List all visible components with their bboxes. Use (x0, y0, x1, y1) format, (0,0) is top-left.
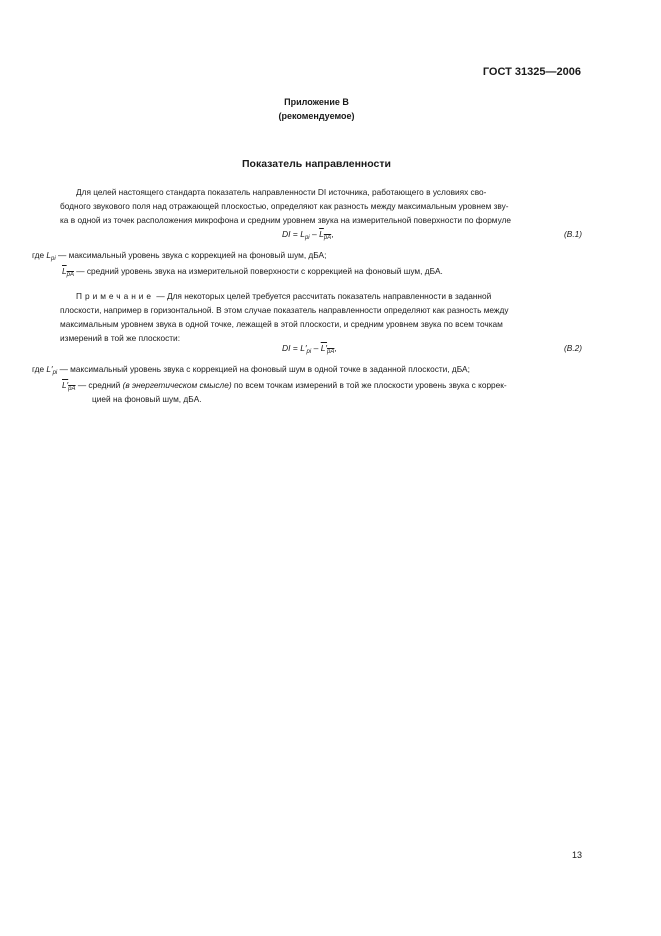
formula-term2-letter: L′ (320, 343, 328, 353)
formula-lhs: DI (282, 343, 291, 353)
annex-heading (0, 95, 633, 123)
note-line: плоскости, например в горизонтальной. В этом случае показатель направленности определяют как разность между (60, 305, 509, 315)
note-line (60, 289, 582, 303)
formula-term1: L (300, 229, 305, 239)
where-symbol-sub: pi (52, 370, 58, 376)
formula-term2 (321, 343, 335, 353)
formula-term1-sub: pi (306, 349, 312, 355)
where-text: по всем точкам измерений в той же плоскости уровень звука с коррек- (233, 380, 507, 390)
note-line-text: — Для некоторых целей требуется рассчитать показатель направленности в заданной (156, 291, 492, 301)
formula-end: , (331, 229, 334, 239)
formula-term2-letter: L (319, 229, 324, 239)
note-paragraph (60, 289, 582, 345)
where-text: — средний уровень звука на измерительной поверхности с коррекцией на фоновый шум, дБA. (76, 266, 443, 276)
formula-b2 (282, 343, 337, 355)
formula-lhs: DI (282, 229, 291, 239)
where-symbol: L′ (46, 364, 53, 374)
where-text: — максимальный уровень звука с коррекцией на фоновый шум в одной точке в заданной плоскости, дБА; (59, 364, 470, 374)
note-label: Примечание (76, 291, 155, 301)
formula-op: = (292, 229, 298, 239)
where-text: — средний (77, 380, 121, 390)
where-item-mean-plane (62, 380, 507, 392)
where-text: — максимальный уровень звука с коррекцией на фоновый шум, дБА; (58, 250, 327, 260)
annex-title: Приложение В (284, 97, 349, 107)
formula-term2-sub: pA (323, 235, 332, 241)
formula-end: , (334, 343, 337, 353)
page-number: 13 (571, 850, 582, 860)
where-symbol (62, 266, 74, 276)
formula-b1 (282, 229, 334, 241)
note-line: измерений в той же плоскости: (60, 333, 181, 343)
formula-op: = (292, 343, 298, 353)
where-lead: где (32, 364, 45, 374)
where-symbol-sub: pA (66, 272, 74, 278)
paragraph-intro (60, 185, 582, 227)
formula-term2 (319, 229, 334, 241)
formula-minus: – (312, 229, 317, 239)
where-item-mean-plane-cont: цией на фоновый шум, дБA. (92, 394, 202, 404)
note-line: максимальным уровнем звука в одной точке, лежащей в этой плоскости, и средним уровнем звука по всем точкам (60, 319, 503, 329)
formula-term1-sub: pi (304, 235, 310, 241)
formula-minus: – (313, 343, 319, 353)
standard-header: ГОСТ 31325—2006 (482, 66, 581, 78)
formula-number-b2: (В.2) (564, 343, 582, 353)
paragraph-line: Для целей настоящего стандарта показатель направленности DI источника, работающего в условиях сво- (76, 187, 487, 197)
paragraph-line: бодного звукового поля над отражающей плоскостью, определяют как разность между максимальным уровнем зву- (60, 201, 509, 211)
where-text-italic: (в энергетическом смысле) (122, 380, 232, 390)
where-symbol-letter: L′ (62, 380, 69, 390)
where-symbol-letter: L (62, 266, 67, 276)
where-item-mean (62, 266, 443, 278)
where-lead: где (32, 250, 45, 260)
where-symbol: L (46, 250, 52, 260)
paragraph-line: ка в одной из точек расположения микрофона и средним уровнем звука на измерительной поверхности по формуле (60, 215, 512, 225)
where-symbol (62, 380, 76, 390)
formula-number-b1: (В.1) (564, 229, 582, 239)
where-item-max (32, 250, 326, 262)
section-title: Показатель направленности (242, 158, 391, 170)
formula-term2-sub: pA (327, 349, 335, 355)
where-symbol-sub: pi (51, 256, 56, 262)
formula-term1: L′ (300, 343, 307, 353)
annex-status: (рекомендуемое) (278, 111, 355, 121)
where-symbol-sub: pA (68, 386, 76, 392)
where-item-max-plane (32, 364, 470, 376)
